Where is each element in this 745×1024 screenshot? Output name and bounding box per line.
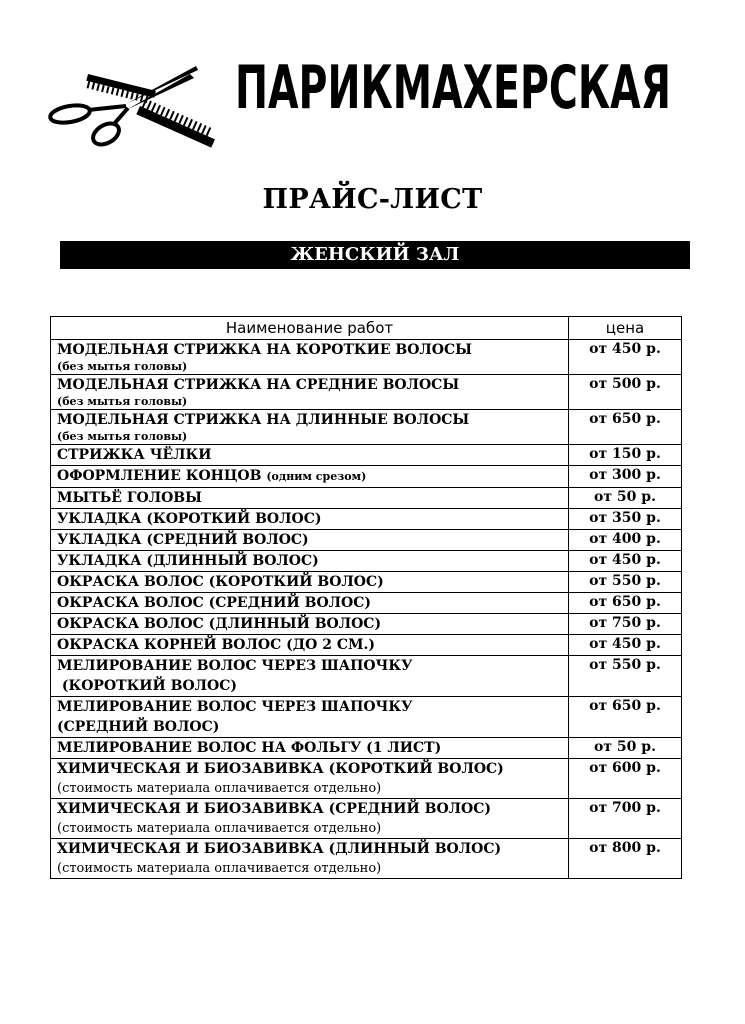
page-title: ПРАЙС-ЛИСТ — [262, 184, 483, 215]
service-cell — [51, 799, 569, 839]
table-row — [51, 656, 682, 697]
table-row — [51, 551, 682, 572]
service-cell — [51, 593, 569, 614]
column-header-name: Наименование работ — [51, 317, 569, 340]
service-name: УКЛАДКА (СРЕДНИЙ ВОЛОС) — [57, 532, 309, 548]
price-cell: от 300 р. — [569, 466, 682, 488]
service-cell — [51, 738, 569, 759]
column-header-price: цена — [569, 317, 682, 340]
service-name: ХИМИЧЕСКАЯ И БИОЗАВИВКА (КОРОТКИЙ ВОЛОС) — [57, 761, 504, 777]
table-row — [51, 340, 682, 375]
service-name: МОДЕЛЬНАЯ СТРИЖКА НА СРЕДНИЕ ВОЛОСЫ — [57, 377, 460, 393]
table-row — [51, 697, 682, 738]
service-name: ОКРАСКА КОРНЕЙ ВОЛОС (ДО 2 СМ.) — [57, 637, 375, 653]
service-cell — [51, 410, 569, 445]
price-cell: от 550 р. — [569, 572, 682, 593]
service-name: СТРИЖКА ЧЁЛКИ — [57, 447, 212, 463]
price-cell: от 600 р. — [569, 759, 682, 799]
service-name: ОКРАСКА ВОЛОС (СРЕДНИЙ ВОЛОС) — [57, 595, 371, 611]
service-name-line — [57, 466, 568, 487]
service-cell — [51, 466, 569, 488]
service-cell — [51, 614, 569, 635]
service-cell — [51, 488, 569, 509]
table-row — [51, 839, 682, 879]
service-cell — [51, 759, 569, 799]
service-note: (стоимость материала оплачивается отдельно) — [57, 861, 382, 876]
price-table — [50, 316, 682, 879]
service-cell — [51, 340, 569, 375]
table-row — [51, 488, 682, 509]
table-row — [51, 466, 682, 488]
table-row — [51, 614, 682, 635]
price-cell: от 650 р. — [569, 593, 682, 614]
service-note: (стоимость материала оплачивается отдельно) — [57, 781, 382, 796]
service-name: МОДЕЛЬНАЯ СТРИЖКА НА ДЛИННЫЕ ВОЛОСЫ — [57, 412, 470, 428]
table-row — [51, 572, 682, 593]
price-cell: от 50 р. — [569, 488, 682, 509]
service-cell — [51, 697, 569, 738]
table-row — [51, 799, 682, 839]
table-row — [51, 375, 682, 410]
price-cell: от 500 р. — [569, 375, 682, 410]
table-row — [51, 593, 682, 614]
service-cell — [51, 656, 569, 697]
service-note: (стоимость материала оплачивается отдельно) — [57, 821, 382, 836]
service-cell — [51, 509, 569, 530]
price-cell: от 800 р. — [569, 839, 682, 879]
svg-text:ПАРИКМАХЕРСКАЯ: ПАРИКМАХЕРСКАЯ — [235, 56, 671, 122]
service-note: (одним срезом) — [266, 470, 367, 483]
section-title: ЖЕНСКИЙ ЗАЛ — [290, 244, 460, 265]
price-cell: от 450 р. — [569, 635, 682, 656]
price-cell: от 650 р. — [569, 697, 682, 738]
service-name: МЕЛИРОВАНИЕ ВОЛОС ЧЕРЕЗ ШАПОЧКУ — [57, 658, 413, 674]
service-name: ХИМИЧЕСКАЯ И БИОЗАВИВКА (ДЛИННЫЙ ВОЛОС) — [57, 841, 502, 857]
price-cell: от 150 р. — [569, 445, 682, 466]
table-row — [51, 635, 682, 656]
price-cell: от 650 р. — [569, 410, 682, 445]
price-cell: от 750 р. — [569, 614, 682, 635]
section-header — [60, 241, 690, 269]
price-cell: от 450 р. — [569, 340, 682, 375]
service-name: МОДЕЛЬНАЯ СТРИЖКА НА КОРОТКИЕ ВОЛОСЫ — [57, 342, 472, 358]
table-header-row — [51, 317, 682, 340]
service-note: (без мытья головы) — [57, 430, 188, 443]
price-cell: от 350 р. — [569, 509, 682, 530]
service-cell — [51, 551, 569, 572]
service-name: ХИМИЧЕСКАЯ И БИОЗАВИВКА (СРЕДНИЙ ВОЛОС) — [57, 801, 491, 817]
table-row — [51, 445, 682, 466]
service-cell — [51, 839, 569, 879]
price-cell: от 450 р. — [569, 551, 682, 572]
price-cell: от 400 р. — [569, 530, 682, 551]
service-name: ОФОРМЛЕНИЕ КОНЦОВ — [57, 468, 262, 484]
service-name: УКЛАДКА (ДЛИННЫЙ ВОЛОС) — [57, 553, 319, 569]
service-name: МЕЛИРОВАНИЕ ВОЛОС ЧЕРЕЗ ШАПОЧКУ — [57, 699, 413, 715]
service-name: МЫТЬЁ ГОЛОВЫ — [57, 490, 202, 506]
service-name: ОКРАСКА ВОЛОС (КОРОТКИЙ ВОЛОС) — [57, 574, 384, 590]
table-row — [51, 530, 682, 551]
table-row — [51, 759, 682, 799]
service-cell — [51, 530, 569, 551]
service-name: МЕЛИРОВАНИЕ ВОЛОС НА ФОЛЬГУ (1 ЛИСТ) — [57, 740, 442, 756]
service-cell — [51, 445, 569, 466]
service-note: (без мытья головы) — [57, 395, 188, 408]
service-name: УКЛАДКА (КОРОТКИЙ ВОЛОС) — [57, 511, 322, 527]
price-cell: от 550 р. — [569, 656, 682, 697]
table-row — [51, 410, 682, 445]
service-note: (без мытья головы) — [57, 360, 188, 373]
brand-logo — [232, 56, 674, 122]
service-cell — [51, 635, 569, 656]
service-cell — [51, 375, 569, 410]
table-row — [51, 509, 682, 530]
service-name: ОКРАСКА ВОЛОС (ДЛИННЫЙ ВОЛОС) — [57, 616, 382, 632]
service-name-line2: (КОРОТКИЙ ВОЛОС) — [57, 678, 238, 694]
service-name-line2: (СРЕДНИЙ ВОЛОС) — [57, 719, 220, 735]
scissors-comb-icon — [48, 52, 238, 152]
price-cell: от 50 р. — [569, 738, 682, 759]
price-cell: от 700 р. — [569, 799, 682, 839]
service-cell — [51, 572, 569, 593]
table-row — [51, 738, 682, 759]
